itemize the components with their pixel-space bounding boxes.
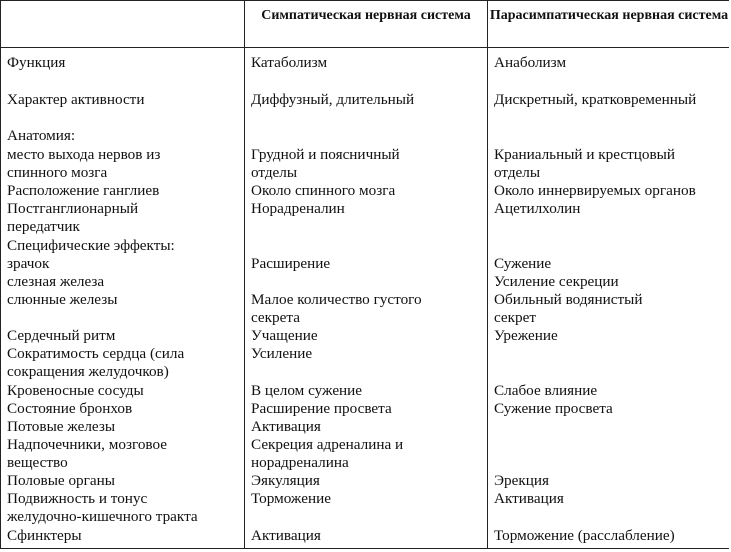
table-cell-c3: Усиление секреции [494, 273, 619, 290]
table-cell-c1: место выхода нервов из спинного мозга [7, 146, 161, 182]
table-cell-c3: Ацетилхолин [494, 200, 581, 217]
table-cell-c2: Расширение просвета [251, 400, 392, 417]
table-cell-c1: слезная железа [7, 273, 105, 290]
table-cell-c2: Малое количество густого секрета [251, 291, 422, 327]
table-cell-c1: Половые органы [7, 472, 115, 489]
table-cell-c2: Грудной и поясничный отделы [251, 146, 400, 182]
table-cell-c2: Активация [251, 418, 321, 435]
table-cell-c3: Эрекция [494, 472, 549, 489]
table-cell-c1: Сердечный ритм [7, 327, 116, 344]
table-cell-c1: Постганглионарный передатчик [7, 200, 139, 236]
table-cell-c2: Эякуляция [251, 472, 320, 489]
table-cell-c1: Состояние бронхов [7, 400, 133, 417]
column-divider [487, 1, 488, 548]
table-cell-c1: Надпочечники, мозговое вещество [7, 436, 167, 472]
table-cell-c1: зрачок [7, 255, 50, 272]
table-cell-c2: Диффузный, длительный [251, 91, 415, 108]
table-cell-c3: Дискретный, кратковременный [494, 91, 697, 108]
table-cell-c1: Характер активности [7, 91, 145, 108]
table-cell-c2: В целом сужение [251, 382, 363, 399]
table-cell-c3: Слабое влияние [494, 382, 598, 399]
table-cell-c1: Сфинктеры [7, 527, 82, 544]
table-cell-c1: Кровеносные сосуды [7, 382, 144, 399]
table-cell-c2: Около спинного мозга [251, 182, 396, 199]
table-cell-c1: Специфические эффекты: [7, 237, 175, 254]
table-cell-c2: Катаболизм [251, 54, 328, 71]
table-cell-c2: Секреция адреналина и норадреналина [251, 436, 404, 472]
table-cell-c3: Обильный водянистый секрет [494, 291, 643, 327]
table-cell-c3: Торможение (расслабление) [494, 527, 675, 544]
table-cell-c2: Усиление [251, 345, 313, 362]
table-cell-c2: Торможение [251, 490, 331, 507]
table-cell-c1: Подвижность и тонус желудочно-кишечного тракта [7, 490, 198, 526]
table-cell-c3: Анаболизм [494, 54, 567, 71]
table-cell-c2: Активация [251, 527, 321, 544]
table-cell-c1: Анатомия: [7, 127, 76, 144]
table-cell-c3: Активация [494, 490, 564, 507]
header-cell-parasympathetic: Парасимпатическая нервная система [489, 8, 729, 23]
table-cell-c2: Расширение [251, 255, 331, 272]
table-cell-c2: Учащение [251, 327, 318, 344]
table-cell-c2: Норадреналин [251, 200, 345, 217]
header-cell-sympathetic: Симпатическая нервная система [261, 8, 471, 23]
table-cell-c3: Около иннервируемых органов [494, 182, 696, 199]
table-cell-c3: Краниальный и крестцовый отделы [494, 146, 675, 182]
table-cell-c1: Функция [7, 54, 66, 71]
header-divider [1, 47, 729, 48]
table-cell-c1: Расположение ганглиев [7, 182, 160, 199]
table-cell-c3: Сужение просвета [494, 400, 613, 417]
column-divider [244, 1, 245, 548]
table-cell-c1: слюнные железы [7, 291, 118, 308]
table-cell-c1: Потовые железы [7, 418, 116, 435]
table-cell-c3: Урежение [494, 327, 558, 344]
table-cell-c1: Сократимость сердца (сила сокращения желудочков) [7, 345, 185, 381]
table-cell-c3: Сужение [494, 255, 552, 272]
